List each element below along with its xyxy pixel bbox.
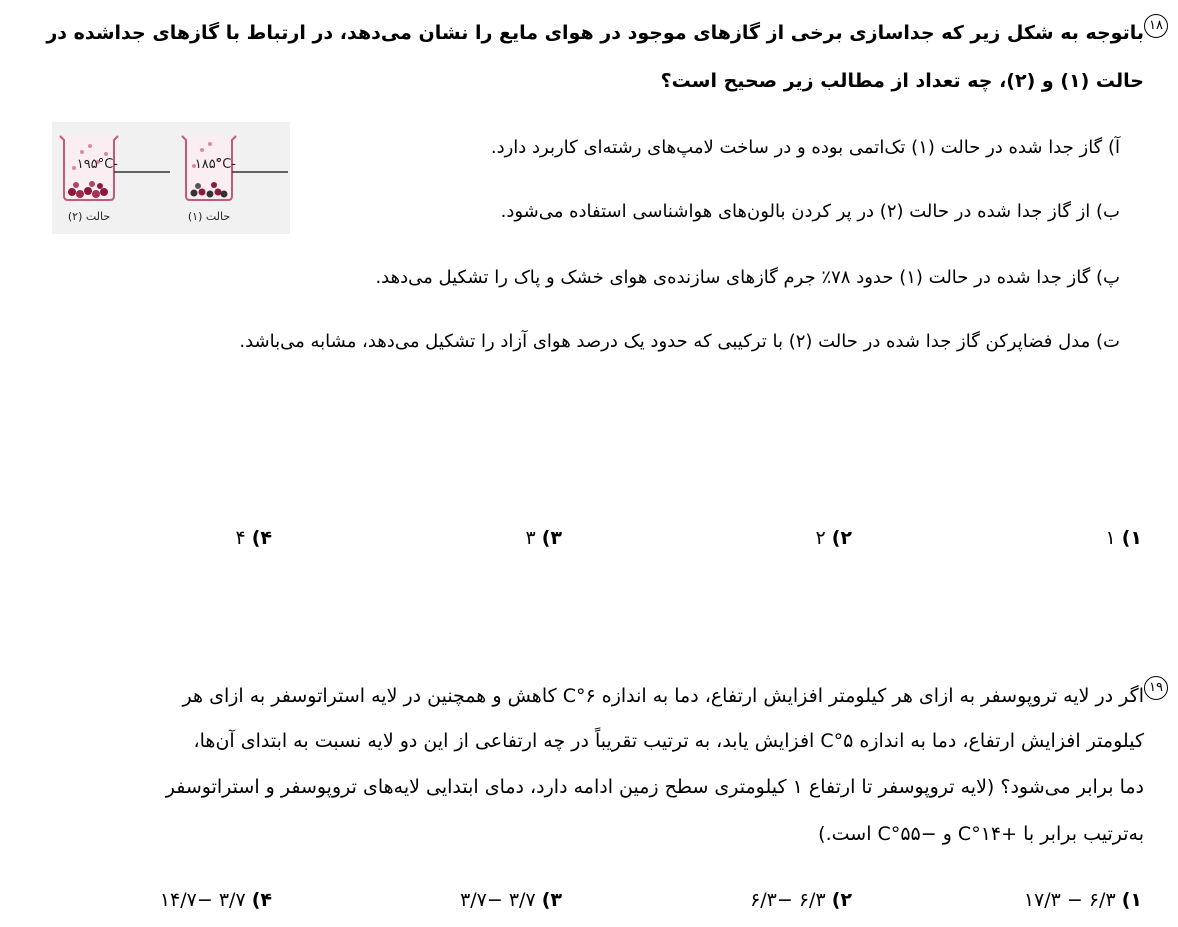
option-number: ۴) <box>251 889 272 911</box>
option-text: ۶/۳ − ۱۷/۳ <box>1023 889 1116 911</box>
q18-option-1[interactable] <box>1105 524 1142 552</box>
q19-option-2[interactable] <box>750 886 852 914</box>
question-18-stem-line-2: حالت (۱) و (۲)، چه تعداد از مطالب زیر صحیح است؟ <box>660 70 1144 92</box>
beaker-left-temp: -۱۹۵°C <box>76 157 118 172</box>
option-text: ۳/۷ −۱۴/۷ <box>159 889 246 911</box>
option-text: ۲ <box>815 527 826 549</box>
liquid-air-figure <box>52 122 290 234</box>
statement-a: آ) گاز جدا شده در حالت (۱) تک‌اتمی بوده و در ساخت لامپ‌های رشته‌ای کاربرد دارد. <box>490 137 1120 158</box>
q19-option-4[interactable] <box>160 886 272 914</box>
question-19-number: ۱۹ <box>1144 676 1168 700</box>
q19-option-3[interactable] <box>460 886 562 914</box>
option-text: ۱ <box>1105 527 1116 549</box>
q18-option-3[interactable] <box>525 524 562 552</box>
beaker-right-caption: حالت (۱) <box>187 210 231 223</box>
option-number: ۱) <box>1121 889 1142 911</box>
question-18-number: ۱۸ <box>1144 14 1168 38</box>
beaker-right-temp: -۱۸۵°C <box>194 157 236 172</box>
option-number: ۲) <box>831 527 852 549</box>
option-text: ۶/۳ −۶/۳ <box>750 889 826 911</box>
option-text: ۴ <box>235 527 246 549</box>
option-number: ۳) <box>541 889 562 911</box>
q18-option-2[interactable] <box>815 524 852 552</box>
beaker-left-caption: حالت (۲) <box>67 210 111 223</box>
question-19-line-1: اگر در لایه تروپوسفر به ازای هر کیلومتر افزایش ارتفاع، دما به اندازه ۶°C کاهش و همچنین در لایه استراتوسفر به ازای هر <box>182 685 1144 707</box>
option-number: ۳) <box>541 527 562 549</box>
statement-t: ت) مدل فضاپرکن گاز جدا شده در حالت (۲) با ترکیبی که حدود یک درصد هوای آزاد را تشکیل می‌دهد، مشابه می‌باشد. <box>239 331 1120 352</box>
question-19-line-3: دما برابر می‌شود؟ (لایه تروپوسفر تا ارتفاع ۱ کیلومتری سطح زمین ادامه دارد، دمای ابتدایی لایه‌های تروپوسفر و استراتوسفر <box>165 776 1144 798</box>
question-19-line-4: به‌ترتیب برابر با +۱۴°C و −۵۵°C است.) <box>818 823 1144 845</box>
option-number: ۲) <box>831 889 852 911</box>
option-text: ۳/۷ −۳/۷ <box>460 889 536 911</box>
beakers-illustration <box>52 122 290 234</box>
statement-b: ب) از گاز جدا شده در حالت (۲) در پر کردن بالون‌های هواشناسی استفاده می‌شود. <box>500 201 1120 222</box>
q19-option-1[interactable] <box>1024 886 1142 914</box>
q18-option-4[interactable] <box>235 524 272 552</box>
statement-p: پ) گاز جدا شده در حالت (۱) حدود ۷۸٪ جرم گازهای سازنده‌ی هوای خشک و پاک را تشکیل می‌دهد. <box>375 267 1120 288</box>
question-19-line-2: کیلومتر افزایش ارتفاع، دما به اندازه ۵°C افزایش یابد، به ترتیب تقریباً در چه ارتفاعی از این دو لایه نسبت به ابتدای آن‌ها، <box>193 730 1144 752</box>
option-number: ۱) <box>1121 527 1142 549</box>
option-text: ۳ <box>525 527 536 549</box>
question-18-stem-line-1: باتوجه به شکل زیر که جداسازی برخی از گازهای موجود در هوای مایع را نشان می‌دهد، در ارتباط با گازهای جداشده در <box>46 22 1144 44</box>
option-number: ۴) <box>251 527 272 549</box>
